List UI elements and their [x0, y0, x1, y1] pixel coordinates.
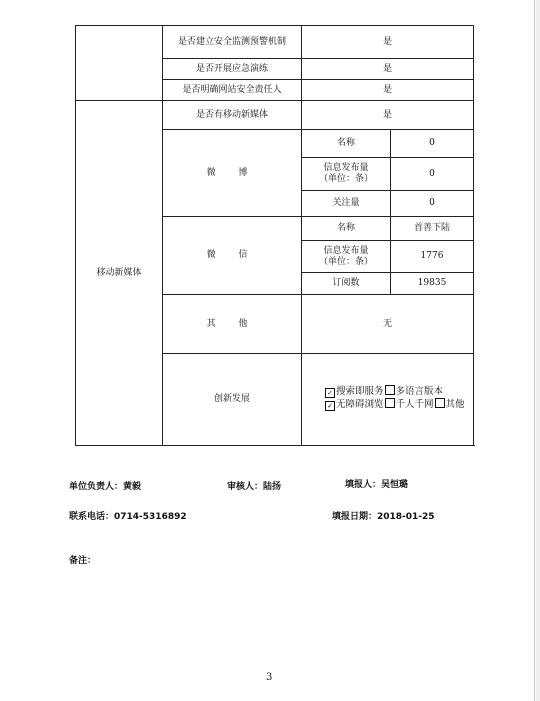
weibo-name-label: 名称 — [302, 130, 391, 158]
page-edge-shadow — [536, 0, 540, 701]
weibo-followers-value: 0 — [391, 191, 474, 217]
wechat-name-value: 首善下陆 — [391, 217, 474, 241]
wechat-posts-label — [302, 241, 391, 273]
weibo-posts-label — [302, 158, 391, 191]
option-label: 其他 — [445, 399, 465, 410]
unit-head: 单位负责人：黄毅 — [69, 482, 142, 492]
innovation-options — [302, 354, 474, 446]
innovation-option — [324, 386, 384, 397]
option-label: 搜索即服务 — [336, 386, 384, 397]
row-label: 是否有移动新媒体 — [163, 101, 302, 130]
weibo-label: 微 博 — [163, 130, 302, 217]
posts-label-line2: （单位：条） — [318, 256, 373, 267]
innovation-option — [384, 399, 434, 410]
checkbox-checked-icon: ✓ — [325, 388, 335, 398]
wechat-label: 微 信 — [163, 217, 302, 295]
option-label: 千人千网 — [395, 399, 434, 410]
checkbox-empty-icon — [385, 385, 395, 395]
media-section-label: 移动新媒体 — [76, 101, 163, 446]
wechat-subscribers-value: 19835 — [391, 273, 474, 295]
reviewer: 审核人：陆扬 — [227, 482, 282, 492]
weibo-posts-value: 0 — [391, 158, 474, 191]
innovation-label: 创新发展 — [163, 354, 302, 446]
report-date: 填报日期：2018-01-25 — [332, 512, 435, 522]
innovation-option — [324, 399, 384, 410]
wechat-subscribers-label: 订阅数 — [302, 273, 391, 295]
row-value: 是 — [302, 80, 474, 101]
innovation-option — [434, 399, 465, 410]
row-value: 是 — [302, 26, 474, 59]
checkbox-checked-icon: ✓ — [325, 401, 335, 411]
contact-phone: 联系电话：0714-5316892 — [69, 512, 187, 522]
row-label: 是否明确网站安全责任人 — [163, 80, 302, 101]
row-value: 是 — [302, 59, 474, 80]
remarks-label: 备注： — [69, 556, 97, 566]
table-row — [76, 26, 474, 59]
weibo-name-value: 0 — [391, 130, 474, 158]
page-edge — [534, 0, 535, 701]
innovation-option — [384, 386, 444, 397]
wechat-name-label: 名称 — [302, 217, 391, 241]
other-label: 其 他 — [163, 295, 302, 354]
checkbox-empty-icon — [435, 398, 445, 408]
row-label: 是否开展应急演练 — [163, 59, 302, 80]
blank-section-cell — [76, 26, 163, 101]
option-label: 多语言版本 — [395, 386, 444, 397]
row-label: 是否建立安全监测预警机制 — [163, 26, 302, 59]
row-value: 是 — [302, 101, 474, 130]
weibo-followers-label: 关注量 — [302, 191, 391, 217]
posts-label-line2: （单位：条） — [318, 174, 373, 184]
posts-label-line1: 信息发布量 — [323, 245, 369, 256]
option-label: 无障碍浏览 — [336, 399, 384, 410]
table-row — [76, 101, 474, 130]
wechat-posts-value: 1776 — [391, 241, 474, 273]
page-number: 3 — [266, 672, 273, 683]
posts-label-line1: 信息发布量 — [323, 163, 369, 173]
filler: 填报人：吴恒璐 — [345, 480, 409, 490]
report-table — [75, 25, 474, 446]
other-value: 无 — [302, 295, 474, 354]
checkbox-empty-icon — [385, 398, 395, 408]
